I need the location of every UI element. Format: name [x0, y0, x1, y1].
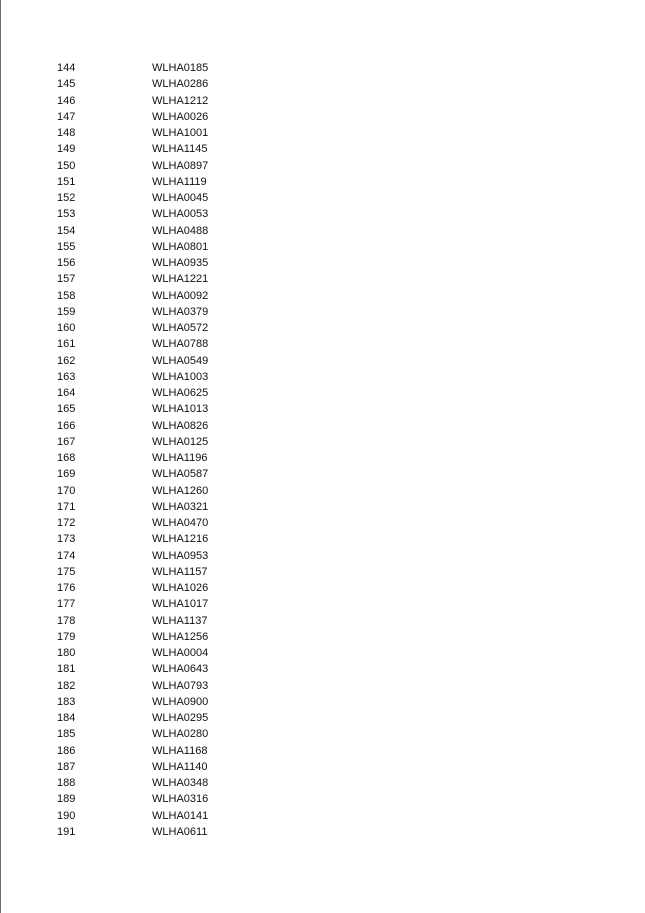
- list-item: [1, 125, 645, 141]
- list-item: [1, 759, 645, 775]
- list-item: [1, 645, 645, 661]
- list-item: [1, 369, 645, 385]
- row-number: 172: [57, 517, 76, 529]
- row-number: 175: [57, 565, 76, 578]
- row-number: 183: [57, 695, 76, 708]
- row-code: WLHA0321: [152, 500, 209, 513]
- list-item: [1, 385, 645, 401]
- row-number: 146: [57, 94, 76, 107]
- list-item: [1, 515, 645, 531]
- row-number: 161: [57, 338, 76, 351]
- row-code: WLHA1013: [152, 403, 209, 416]
- row-code: WLHA0286: [152, 78, 209, 91]
- row-number: 169: [57, 468, 76, 481]
- list-item: [1, 353, 645, 369]
- row-code: WLHA0045: [152, 192, 209, 204]
- list-item: [1, 531, 645, 547]
- row-code: WLHA1026: [152, 582, 209, 594]
- row-number: 178: [57, 614, 76, 627]
- row-code: WLHA0935: [152, 257, 209, 269]
- list-item: [1, 791, 645, 807]
- row-number: 171: [57, 500, 76, 513]
- row-number: 167: [57, 435, 76, 448]
- row-number: 149: [57, 143, 76, 156]
- row-code: WLHA1221: [152, 273, 209, 286]
- list-item: [1, 304, 645, 320]
- list-item: [1, 824, 645, 840]
- row-code: WLHA1256: [152, 630, 209, 643]
- row-code: WLHA0826: [152, 419, 209, 432]
- row-number: 166: [57, 419, 76, 432]
- list-item: [1, 190, 645, 206]
- row-code: WLHA1157: [152, 565, 208, 578]
- row-number: 160: [57, 322, 76, 334]
- list-item: [1, 580, 645, 596]
- list-item: [1, 76, 645, 92]
- list-item: [1, 743, 645, 759]
- row-number: 159: [57, 305, 76, 318]
- row-code: WLHA0897: [152, 159, 209, 172]
- row-code: WLHA0125: [152, 435, 209, 448]
- row-number: 148: [57, 127, 76, 139]
- list-item: [1, 499, 645, 515]
- row-number: 158: [57, 289, 76, 302]
- row-number: 185: [57, 728, 76, 741]
- row-number: 191: [57, 825, 76, 838]
- row-code: WLHA0092: [152, 289, 209, 302]
- row-number: 182: [57, 679, 76, 692]
- row-number: 144: [57, 62, 76, 74]
- row-number: 176: [57, 582, 76, 594]
- list-item: [1, 93, 645, 109]
- list-item: [1, 174, 645, 190]
- row-code: WLHA0141: [152, 809, 209, 822]
- row-code: WLHA0379: [152, 305, 209, 318]
- list-item: [1, 710, 645, 726]
- row-code: WLHA0026: [152, 110, 209, 123]
- row-list: [1, 60, 645, 840]
- row-number: 170: [57, 484, 76, 497]
- row-number: 174: [57, 549, 76, 562]
- row-number: 187: [57, 760, 76, 773]
- row-code: WLHA1145: [152, 143, 208, 156]
- list-item: [1, 466, 645, 482]
- list-item: [1, 288, 645, 304]
- list-item: [1, 320, 645, 336]
- list-item: [1, 206, 645, 222]
- row-code: WLHA0348: [152, 777, 209, 789]
- row-number: 150: [57, 159, 76, 172]
- list-item: [1, 678, 645, 694]
- row-code: WLHA0470: [152, 517, 209, 529]
- list-item: [1, 401, 645, 417]
- row-code: WLHA0572: [152, 322, 209, 334]
- list-item: [1, 629, 645, 645]
- row-number: 163: [57, 370, 76, 383]
- row-number: 152: [57, 192, 76, 204]
- list-item: [1, 661, 645, 677]
- row-number: 188: [57, 777, 76, 789]
- list-item: [1, 775, 645, 791]
- row-code: WLHA0793: [152, 679, 209, 692]
- list-item: [1, 141, 645, 157]
- row-number: 189: [57, 793, 76, 806]
- row-code: WLHA0643: [152, 663, 209, 676]
- row-code: WLHA1137: [152, 614, 208, 627]
- list-item: [1, 109, 645, 125]
- list-item: [1, 548, 645, 564]
- list-item: [1, 808, 645, 824]
- row-number: 156: [57, 257, 76, 269]
- row-number: 190: [57, 809, 76, 822]
- row-number: 153: [57, 208, 76, 221]
- row-code: WLHA1003: [152, 370, 209, 383]
- row-number: 177: [57, 598, 76, 611]
- row-number: 184: [57, 712, 76, 724]
- row-code: WLHA0953: [152, 549, 209, 562]
- list-item: [1, 255, 645, 271]
- list-item: [1, 223, 645, 239]
- row-code: WLHA1140: [152, 760, 208, 773]
- row-code: WLHA0295: [152, 712, 209, 724]
- row-code: WLHA0185: [152, 62, 209, 74]
- row-number: 164: [57, 387, 76, 399]
- row-code: WLHA0788: [152, 338, 209, 351]
- row-number: 154: [57, 224, 76, 237]
- row-code: WLHA0801: [152, 240, 209, 253]
- row-number: 151: [57, 175, 76, 188]
- row-code: WLHA0549: [152, 354, 209, 367]
- row-number: 165: [57, 403, 76, 416]
- row-code: WLHA0900: [152, 695, 209, 708]
- row-number: 180: [57, 647, 76, 659]
- list-item: [1, 60, 645, 76]
- list-item: [1, 726, 645, 742]
- row-number: 147: [57, 110, 76, 123]
- row-code: WLHA1260: [152, 484, 209, 497]
- row-number: 145: [57, 78, 76, 91]
- row-code: WLHA1001: [152, 127, 209, 139]
- list-item: [1, 418, 645, 434]
- list-item: [1, 564, 645, 580]
- row-number: 173: [57, 533, 76, 546]
- row-code: WLHA1168: [152, 744, 208, 757]
- list-item: [1, 239, 645, 255]
- list-item: [1, 694, 645, 710]
- row-code: WLHA0280: [152, 728, 209, 741]
- list-item: [1, 158, 645, 174]
- row-number: 155: [57, 240, 76, 253]
- row-code: WLHA0587: [152, 468, 209, 481]
- row-code: WLHA0316: [152, 793, 209, 806]
- row-code: WLHA0053: [152, 208, 209, 221]
- row-number: 186: [57, 744, 76, 757]
- list-item: [1, 483, 645, 499]
- row-code: WLHA0625: [152, 387, 209, 399]
- list-item: [1, 271, 645, 287]
- list-item: [1, 336, 645, 352]
- row-number: 162: [57, 354, 76, 367]
- row-code: WLHA0004: [152, 647, 209, 659]
- list-item: [1, 596, 645, 612]
- row-code: WLHA1216: [152, 533, 209, 546]
- row-number: 181: [57, 663, 76, 676]
- row-number: 179: [57, 630, 76, 643]
- row-code: WLHA1196: [152, 452, 208, 464]
- row-code: WLHA1212: [152, 94, 209, 107]
- row-code: WLHA1119: [152, 175, 207, 188]
- list-item: [1, 434, 645, 450]
- list-item: [1, 613, 645, 629]
- row-code: WLHA1017: [152, 598, 209, 611]
- row-number: 168: [57, 452, 76, 464]
- row-code: WLHA0611: [152, 825, 208, 838]
- row-number: 157: [57, 273, 76, 286]
- row-code: WLHA0488: [152, 224, 209, 237]
- list-item: [1, 450, 645, 466]
